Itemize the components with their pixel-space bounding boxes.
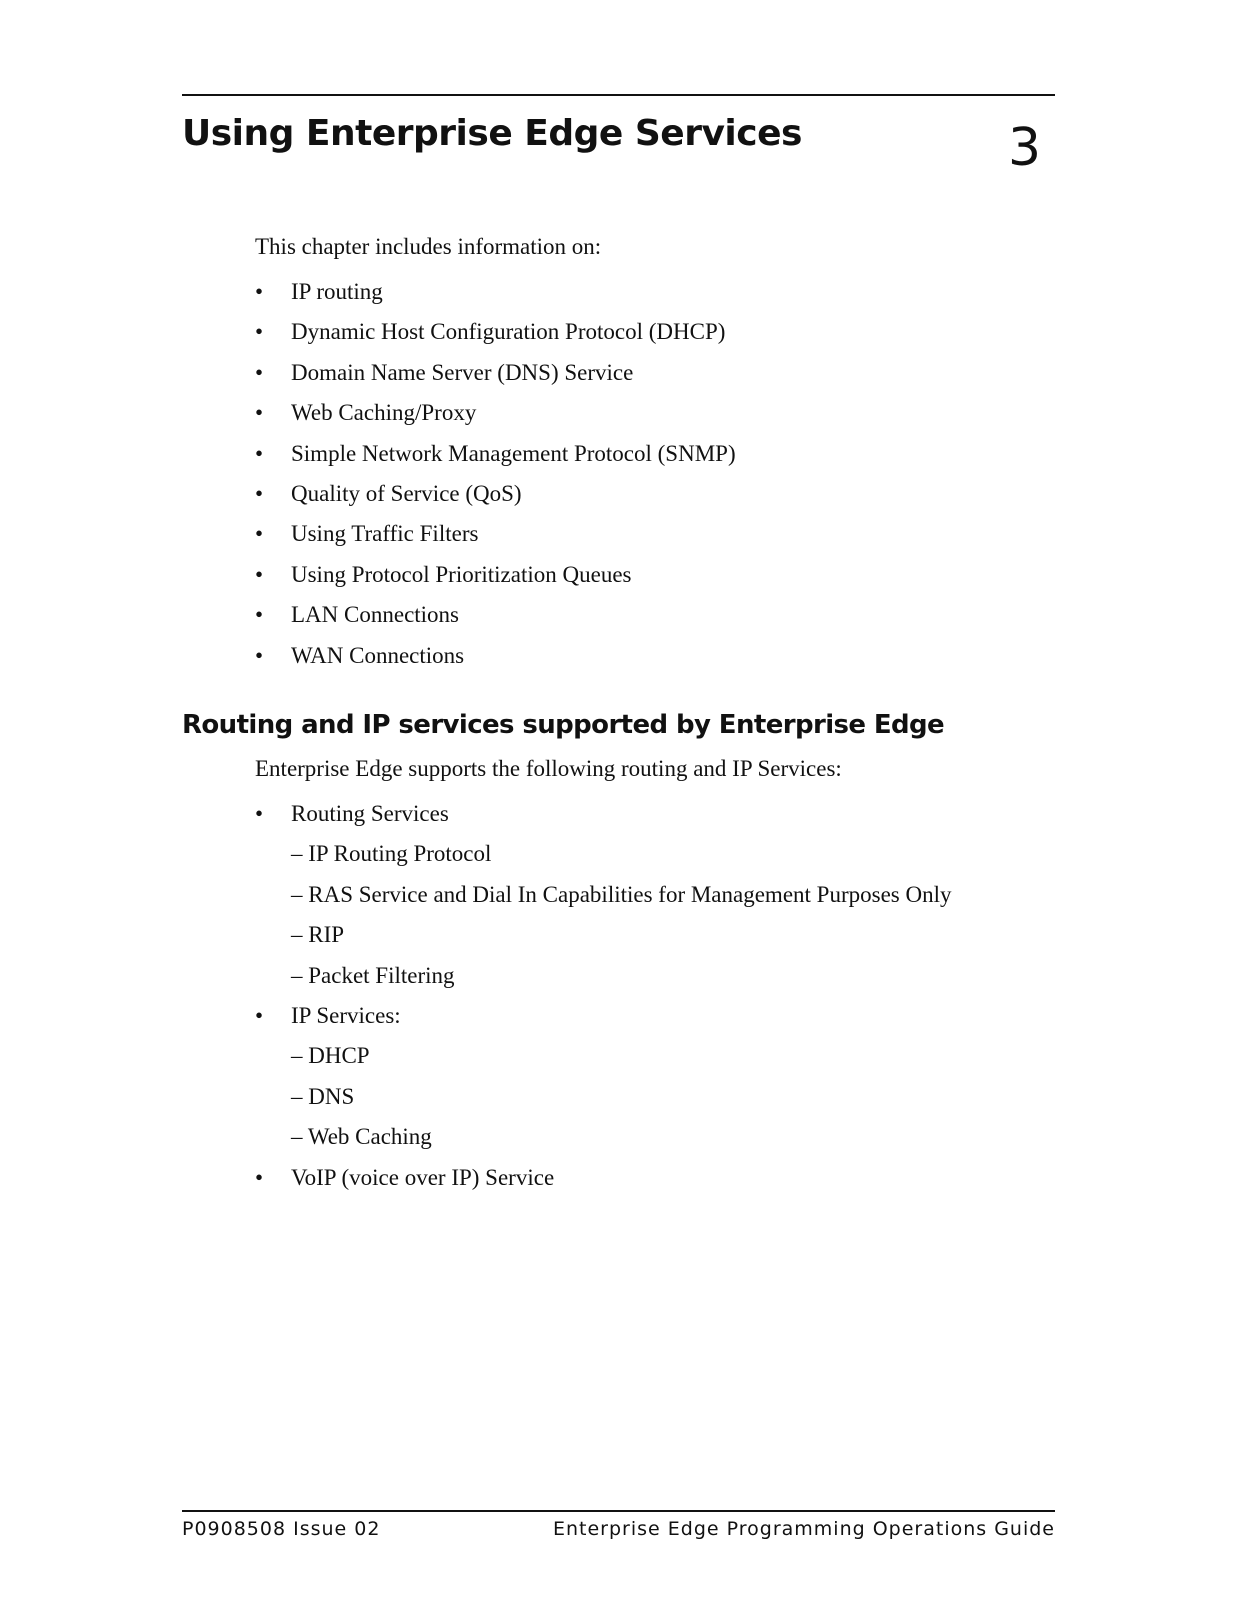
list-item-text: Simple Network Management Protocol (SNMP) — [291, 440, 736, 466]
list-item-text: Using Protocol Prioritization Queues — [291, 561, 632, 587]
sub-list-item: – Web Caching — [291, 1124, 432, 1150]
list-item — [255, 1164, 952, 1204]
sub-list-item: – IP Routing Protocol — [291, 841, 492, 867]
list-item-text: Using Traffic Filters — [291, 521, 479, 547]
sub-list-item: – DHCP — [291, 1043, 370, 1069]
list-item — [255, 440, 736, 480]
list-item-text: Dynamic Host Configuration Protocol (DHCP) — [291, 319, 726, 345]
list-item — [255, 480, 736, 520]
list-item — [255, 1002, 952, 1164]
list-item — [255, 642, 736, 682]
services-list — [255, 800, 952, 1204]
sub-list-item: – RAS Service and Dial In Capabilities for Management Purposes Only — [291, 881, 952, 907]
header-rule — [182, 94, 1055, 96]
bullet: • — [255, 642, 264, 668]
list-item — [255, 520, 736, 560]
list-item — [255, 359, 736, 399]
bullet: • — [255, 801, 264, 826]
list-item-text: WAN Connections — [291, 642, 465, 668]
list-item-text: LAN Connections — [291, 602, 460, 628]
footer-rule — [182, 1510, 1055, 1512]
list-item-text: Web Caching/Proxy — [291, 400, 477, 426]
list-item-text: IP routing — [291, 279, 383, 304]
list-item-text: IP Services: — [291, 1002, 401, 1028]
bullet: • — [255, 359, 264, 385]
bullet: • — [255, 1002, 264, 1028]
bullet: • — [255, 602, 264, 628]
sub-list-item: – RIP — [291, 922, 345, 948]
list-item — [255, 399, 736, 439]
list-item-text: VoIP (voice over IP) Service — [291, 1164, 555, 1190]
bullet: • — [255, 279, 264, 304]
bullet: • — [255, 561, 264, 587]
sub-list-item: – Packet Filtering — [291, 962, 455, 988]
footer-document-number: P0908508 Issue 02 — [182, 1518, 381, 1540]
topic-list — [255, 278, 736, 682]
footer-guide-title: Enterprise Edge Programming Operations Guide — [552, 1518, 1055, 1540]
chapter-number: 3 — [1008, 118, 1042, 178]
list-item-text: Quality of Service (QoS) — [291, 480, 522, 506]
section-heading: Routing and IP services supported by Enterprise Edge — [182, 710, 945, 740]
chapter-title: Using Enterprise Edge Services — [182, 113, 802, 154]
bullet: • — [255, 440, 264, 466]
list-item — [255, 278, 736, 318]
bullet: • — [255, 1164, 264, 1190]
sub-list-item: – DNS — [291, 1083, 355, 1109]
list-item — [255, 800, 952, 1002]
bullet: • — [255, 480, 264, 506]
bullet: • — [255, 400, 264, 426]
list-item — [255, 318, 736, 358]
chapter-intro: This chapter includes information on: — [255, 234, 602, 259]
list-item-text: Domain Name Server (DNS) Service — [291, 359, 634, 385]
section-intro: Enterprise Edge supports the following routing and IP Services: — [255, 756, 842, 781]
bullet: • — [255, 319, 264, 345]
list-item-text: Routing Services — [291, 801, 449, 826]
list-item — [255, 601, 736, 641]
bullet: • — [255, 521, 264, 547]
list-item — [255, 561, 736, 601]
